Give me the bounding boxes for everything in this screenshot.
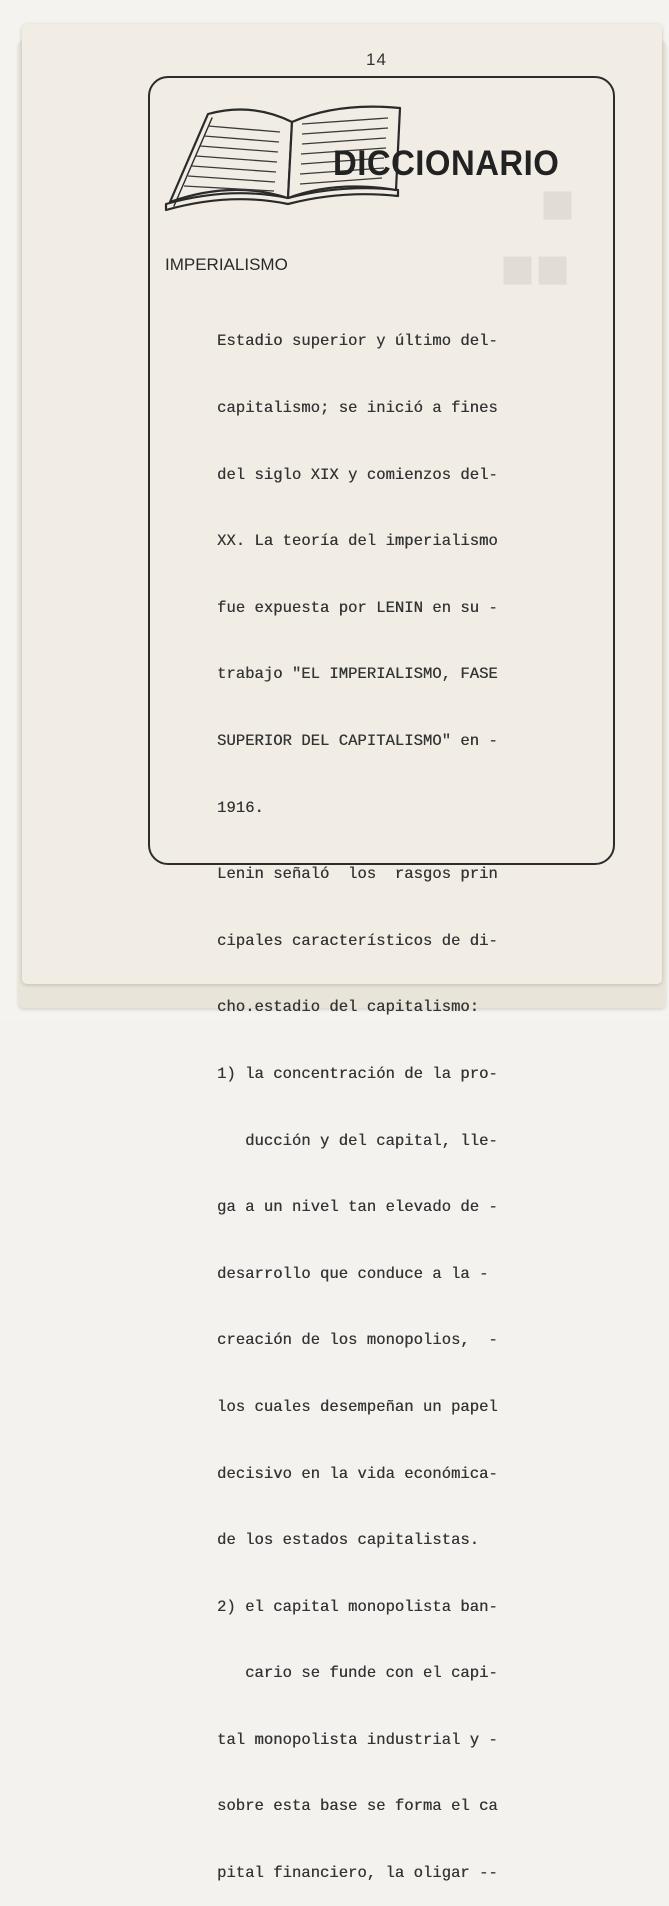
- definition-line: ga a un nivel tan elevado de -: [217, 1198, 498, 1217]
- definition-line: decisivo en la vida económica-: [217, 1464, 498, 1483]
- definition-line: pital financiero, la oligar --: [217, 1864, 498, 1883]
- bleed-through-shadow: ■: [540, 171, 576, 236]
- definition-line: cario se funde con el capi-: [217, 1664, 498, 1683]
- definition-line: de los estados capitalistas.: [217, 1531, 480, 1550]
- definition-line: creación de los monopolios, -: [217, 1331, 498, 1350]
- definition-line: trabajo "EL IMPERIALISMO, FASE: [217, 665, 498, 684]
- definition-line: 2) el capital monopolista ban-: [217, 1597, 498, 1616]
- definition-line: 1916.: [217, 798, 264, 817]
- definition-line: ducción y del capital, lle-: [217, 1131, 498, 1150]
- dictionary-title: DICCIONARIO: [333, 144, 560, 183]
- entry-term: IMPERIALISMO: [165, 255, 288, 274]
- definition-line: del siglo XIX y comienzos del-: [217, 465, 498, 484]
- definition-line: desarrollo que conduce a la -: [217, 1264, 489, 1283]
- definition-line: cho.estadio del capitalismo:: [217, 998, 480, 1017]
- definition-line: cipales característicos de di-: [217, 931, 498, 950]
- definition-line: capitalismo; se inició a fines: [217, 399, 498, 417]
- definition-line: 1) la concentración de la pro-: [217, 1064, 498, 1083]
- definition-line: tal monopolista industrial y -: [217, 1730, 498, 1749]
- entry-definition: [217, 286, 609, 1906]
- bleed-through-shadow: ■■: [500, 236, 571, 301]
- definition-line: SUPERIOR DEL CAPITALISMO" en -: [217, 731, 498, 750]
- definition-line: Estadio superior y último del-: [217, 332, 498, 351]
- definition-line: Lenin señaló los rasgos prin: [217, 865, 498, 884]
- page-number: 14: [366, 50, 387, 69]
- definition-line: fue expuesta por LENIN en su -: [217, 598, 498, 617]
- definition-line: XX. La teoría del imperialismo: [217, 532, 498, 551]
- definition-line: sobre esta base se forma el ca: [217, 1797, 498, 1816]
- definition-line: los cuales desempeñan un papel: [217, 1397, 498, 1416]
